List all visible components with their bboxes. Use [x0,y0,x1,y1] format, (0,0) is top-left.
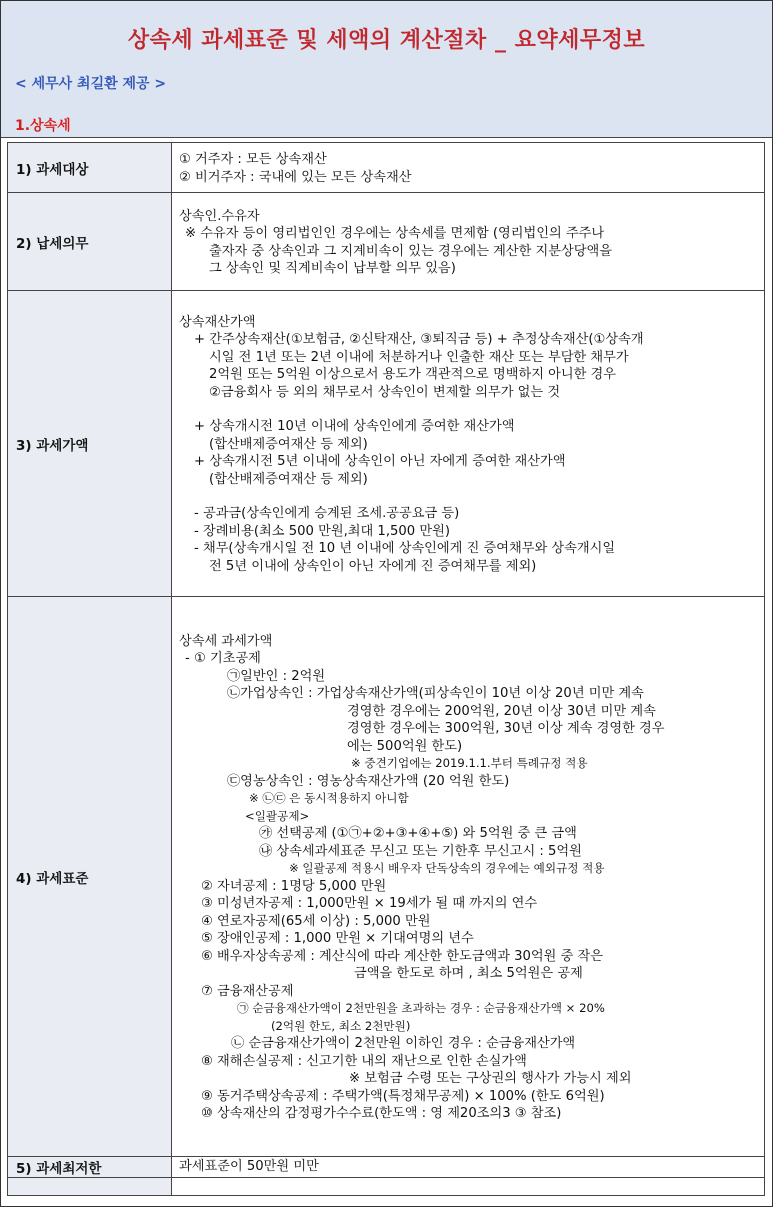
content-line: 금액을 한도로 하며 , 최소 5억원은 공제 [354,966,583,981]
row-content [172,193,765,291]
tax-summary-table [7,142,765,1196]
table-row [8,597,765,1157]
content-line: ㉢영농상속인 : 영농상속재산가액 (20 억원 한도) [227,773,510,789]
page-title: 상속세 과세표준 및 세액의 계산절차 _ 요약세무정보 [127,28,646,53]
table-row [8,143,765,193]
row-content [172,291,765,597]
content-line: + 상속개시전 10년 이내에 상속인에게 증여한 재산가액 [194,419,515,435]
content-line: ※ 일괄공제 적용시 배우자 단독상속의 경우에는 예외규정 적용 [289,861,605,875]
row-content [172,143,765,193]
row-label: 2) 납세의무 [8,193,172,291]
content-line: ⑧ 재해손실공제 : 신고기한 내의 재난으로 인한 손실가액 [201,1053,527,1069]
content-line: ③ 미성년자공제 : 1,000만원 × 19세가 될 때 까지의 연수 [201,896,538,911]
content-line: 경영한 경우에는 300억원, 30년 이상 계속 경영한 경우 [347,721,665,736]
content-line: - 장례비용(최소 500 만원,최대 1,500 만원) [194,523,450,539]
content-line: ㉡가업상속인 : 가업상속재산가액(피상속인이 10년 이상 20년 미만 계속 [227,686,644,701]
row-label: 3) 과세가액 [8,291,172,597]
row-label: 5) 과세최저한 [8,1157,172,1178]
content-line: 에는 500억원 한도) [347,738,463,754]
table-row [8,291,765,597]
content-line: 시일 전 1년 또는 2년 이내에 처분하거나 인출한 재산 또는 부담한 채무가 [209,349,629,365]
content-line: ②금융회사 등 외의 채무로서 상속인이 변제할 의무가 없는 것 [209,384,561,400]
content-line: ⑥ 배우자상속공제 : 계산식에 따라 계산한 한도금액과 30억원 중 작은 [201,948,603,964]
content-line: 경영한 경우에는 200억원, 20년 이상 30년 미만 계속 [347,703,656,719]
content-line: 2억원 또는 5억원 이상으로서 용도가 객관적으로 명백하지 아니한 경우 [209,367,617,383]
content-line: 상속인.수유자 [179,208,260,224]
empty-row [8,1178,765,1196]
content-line: + 간주상속재산(①보험금, ②신탁재산, ③퇴직금 등) + 추정상속재산(①상속개 [194,332,644,348]
content-line: <일괄공제> [245,808,310,823]
content-line: ※ 보험금 수령 또는 구상권의 행사가 가능시 제외 [349,1071,632,1086]
content-line: 출자자 중 상속인과 그 지계비속이 있는 경우에는 계산한 지분상당액을 [209,243,612,259]
content-line: ㉯ 상속세과세표준 무신고 또는 기한후 무신고시 : 5억원 [259,843,582,859]
table-row [8,1157,765,1178]
content-line: 과세표준이 50만원 미만 [179,1159,319,1175]
content-line: ② 비거주자 : 국내에 있는 모든 상속재산 [179,169,412,185]
content-line: ㉠ 순금융재산가액이 2천만원을 초과하는 경우 : 순금융재산가액 × 20% [237,1001,605,1015]
content-line: ※ 수유자 등이 영리법인인 경우에는 상속세를 면제함 (영리법인의 주주나 [185,226,605,241]
content-line: ㉮ 선택공제 (①㉠+②+③+④+⑤) 와 5억원 중 큰 금액 [259,826,577,841]
content-line: - 채무(상속개시일 전 10 년 이내에 상속인에게 진 증여채무와 상속개시일 [194,541,616,557]
content-line: 그 상속인 및 직계비속이 납부할 의무 있음) [209,261,456,276]
content-line: 전 5년 이내에 상속인이 아닌 자에게 진 증여채무를 제외) [209,558,537,574]
row-label: 1) 과세대상 [8,143,172,193]
table-row [8,193,765,291]
content-line: ㉡ 순금융재산가액이 2천만원 이하인 경우 : 순금융재산가액 [231,1036,576,1051]
content-line: (합산배제증여재산 등 제외) [209,436,368,452]
content-line: ② 자녀공제 : 1명당 5,000 만원 [201,878,387,894]
row-content [172,1157,765,1178]
content-line: 상속재산가액 [179,314,256,330]
row-content [172,597,765,1157]
empty-content-cell [172,1178,765,1196]
content-line: - ① 기초공제 [185,651,261,666]
content-line: (2억원 한도, 최소 2천만원) [271,1018,411,1033]
content-line: (합산배제증여재산 등 제외) [209,471,368,487]
content-line: ① 거주자 : 모든 상속재산 [179,152,327,167]
content-line: 상속세 과세가액 [179,633,273,649]
row-label: 4) 과세표준 [8,597,172,1157]
content-line: ④ 연로자공제(65세 이상) : 5,000 만원 [201,913,431,929]
content-line: ⑦ 금융재산공제 [201,983,294,999]
empty-label-cell [8,1178,172,1196]
content-line: - 공과금(상속인에게 승계된 조세.공공요금 등) [194,506,460,522]
content-line: ⑨ 동거주택상속공제 : 주택가액(특정채무공제) × 100% (한도 6억원) [201,1088,605,1104]
content-line: ※ ㉡㉢ 은 동시적용하지 아니함 [249,791,409,805]
provider-credit: < 세무사 최길환 제공 > [15,76,167,92]
content-line: ※ 중견기업에는 2019.1.1.부터 특례규정 적용 [351,756,588,770]
title-block [1,1,772,138]
content-line: + 상속개시전 5년 이내에 상속인이 아닌 자에게 증여한 재산가액 [194,454,566,470]
content-line: ⑩ 상속재산의 감정평가수수료(한도액 : 영 제20조의3 ③ 참조) [201,1106,562,1121]
content-line: ⑤ 장애인공제 : 1,000 만원 × 기대여명의 년수 [201,931,474,946]
section-heading: 1.상속세 [15,118,71,134]
content-line: ㉠일반인 : 2억원 [227,668,326,684]
